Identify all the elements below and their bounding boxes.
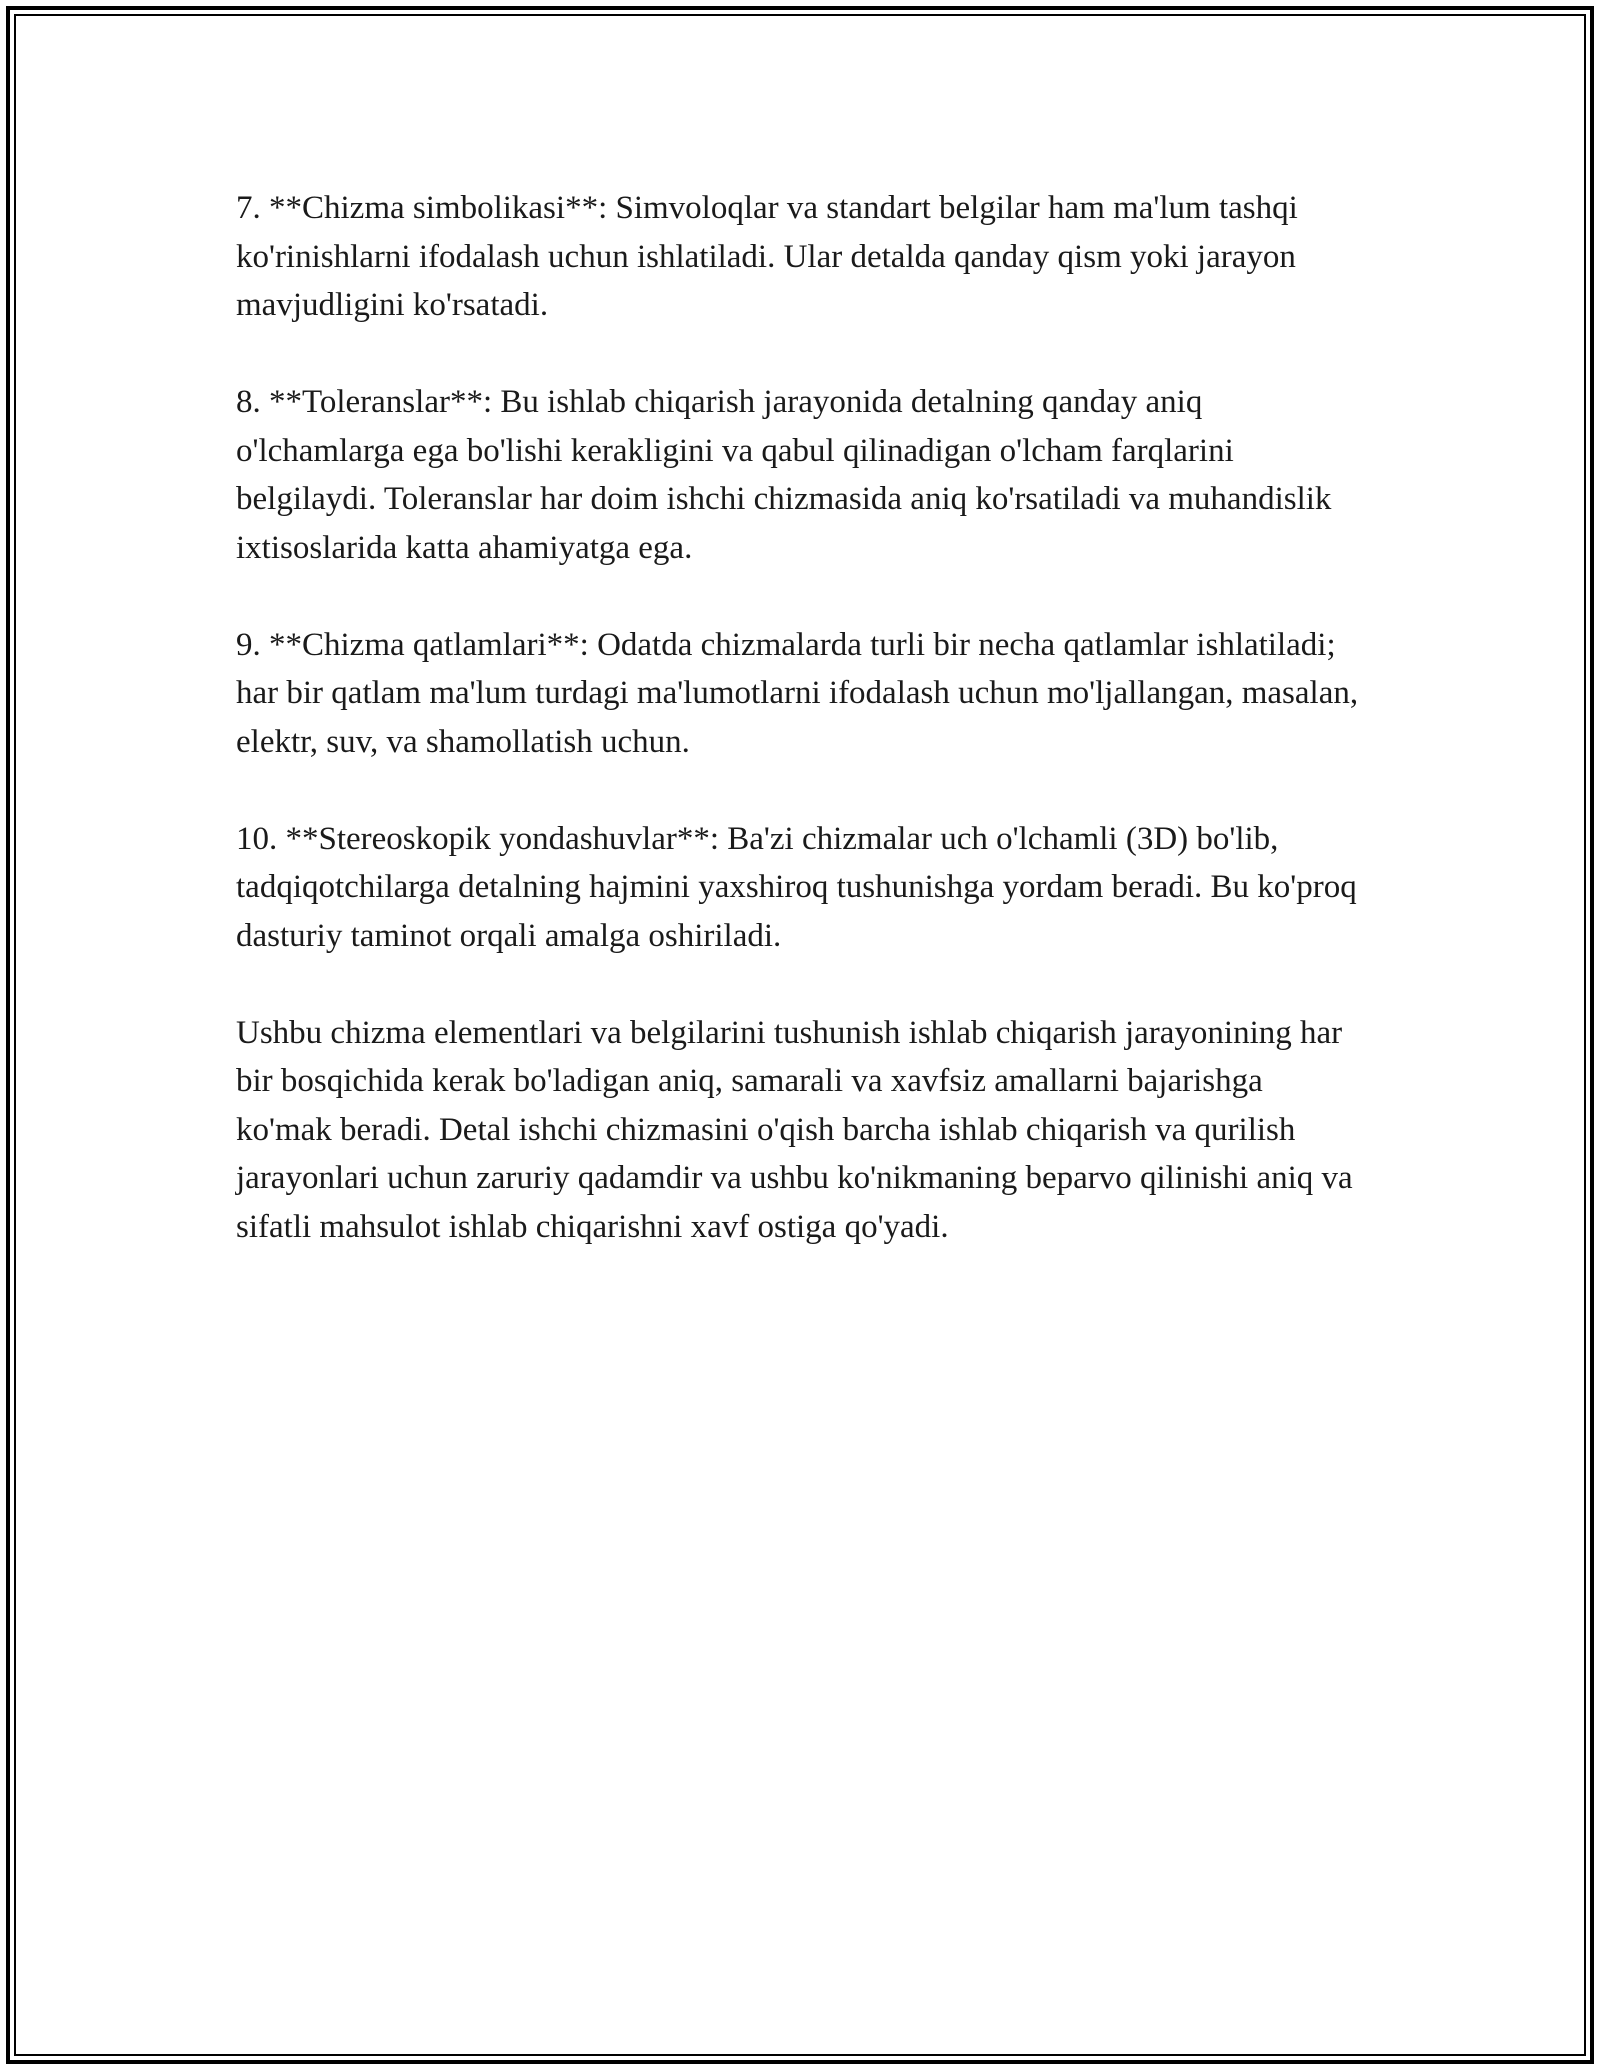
paragraph-item-10: 10. **Stereoskopik yondashuvlar**: Ba'zi chizmalar uch o'lchamli (3D) bo'lib, tadqiqotchilarga detalning hajmini yaxshiroq tushunishga yordam beradi. Bu ko'proq dasturiy taminot orqali amalga oshiriladi.	[236, 820, 1357, 954]
paragraph-conclusion: Ushbu chizma elementlari va belgilarini tushunish ishlab chiqarish jarayonining har bir bosqichida kerak bo'ladigan aniq, samarali va xavfsiz amallarni bajarishga ko'mak beradi. Detal ishchi chizmasini o'qish barcha ishlab chiqarish va qurilish jarayonlari uchun zaruriy qadamdir va ushbu ko'nikmaning beparvo qilinishi aniq va sifatli mahsulot ishlab chiqarishni xavf ostiga qo'yadi.	[236, 1014, 1353, 1245]
paragraph-item-7: 7. **Chizma simbolikasi**: Simvoloqlar va standart belgilar ham ma'lum tashqi ko'rinishlarni ifodalash uchun ishlatiladi. Ular detalda qanday qism yoki jarayon mavjudligini ko'rsatadi.	[236, 190, 1298, 323]
paragraph-item-9: 9. **Chizma qatlamlari**: Odatda chizmalarda turli bir necha qatlamlar ishlatiladi; har bir qatlam ma'lum turdagi ma'lumotlarni ifodalash uchun mo'ljallangan, masalan, elektr, suv, va shamollatish uchun.	[236, 626, 1359, 760]
document-body	[236, 184, 1366, 1300]
paragraph-item-8: 8. **Toleranslar**: Bu ishlab chiqarish jarayonida detalning qanday aniq o'lchamlarga ega bo'lishi kerakligini va qabul qilinadigan o'lcham farqlarini belgilaydi. Toleranslar har doim ishchi chizmasida aniq ko'rsatiladi va muhandislik ixtisoslarida katta ahamiyatga ega.	[236, 384, 1332, 566]
